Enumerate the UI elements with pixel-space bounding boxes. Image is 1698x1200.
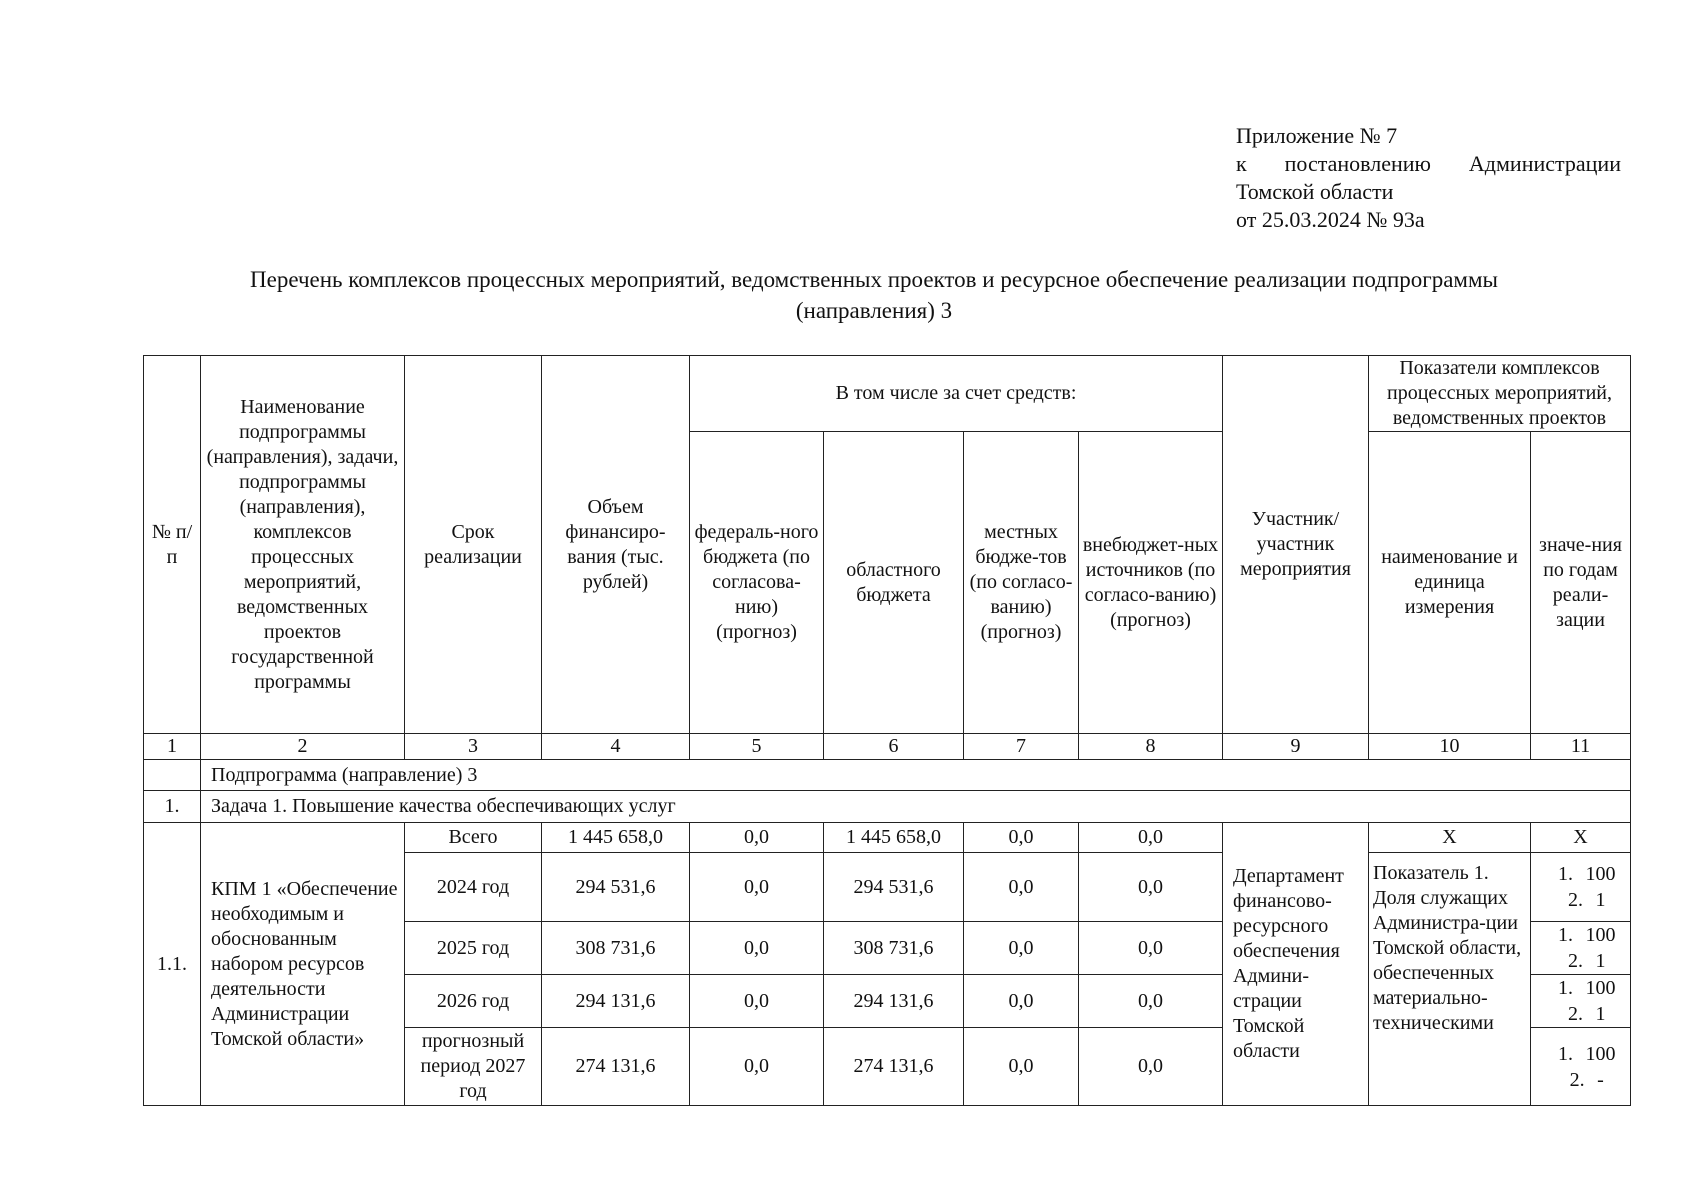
volume-cell: 294 531,6 xyxy=(542,853,690,922)
regional-cell: 308 731,6 xyxy=(824,922,964,975)
value-line xyxy=(1534,1001,1627,1027)
value-val: 1 xyxy=(1595,889,1606,911)
local-cell: 0,0 xyxy=(964,922,1079,975)
header-ind-values: значе-ния по годам реали-зации xyxy=(1531,432,1631,734)
col-number: 8 xyxy=(1079,734,1223,760)
kpm-name: КПМ 1 «Обеспечение необходимым и обоснованным набором ресурсов деятельности Администрации Томской области» xyxy=(201,823,405,1106)
indicator-name-cell xyxy=(1369,853,1531,1106)
kpm-num: 1.1. xyxy=(144,823,201,1106)
value-num: 1. xyxy=(1558,863,1573,885)
federal-cell: 0,0 xyxy=(690,1028,824,1106)
value-line xyxy=(1534,948,1627,974)
col-number: 6 xyxy=(824,734,964,760)
value-val: 100 xyxy=(1585,977,1616,999)
extra-cell: 0,0 xyxy=(1079,823,1223,853)
total-ind-values: X xyxy=(1531,823,1631,853)
appendix-word: к xyxy=(1236,151,1247,176)
value-val: 100 xyxy=(1585,863,1616,885)
term-cell: Всего xyxy=(405,823,542,853)
regional-cell: 1 445 658,0 xyxy=(824,823,964,853)
subprogram-row xyxy=(144,760,1631,791)
regional-cell: 274 131,6 xyxy=(824,1028,964,1106)
header-participant: Участник/ участник мероприятия xyxy=(1223,356,1369,734)
regional-cell: 294 531,6 xyxy=(824,853,964,922)
volume-cell: 294 131,6 xyxy=(542,975,690,1028)
subprogram-label: Подпрограмма (направление) 3 xyxy=(201,760,1631,791)
value-num: 2. xyxy=(1568,1003,1583,1025)
extra-cell: 0,0 xyxy=(1079,853,1223,922)
term-cell: прогнозный период 2027 год xyxy=(405,1028,542,1106)
value-num: 1. xyxy=(1558,977,1573,999)
value-val: - xyxy=(1597,1068,1604,1091)
column-numbers-row xyxy=(144,734,1631,760)
indicator-values-2027 xyxy=(1531,1028,1631,1106)
value-val: 1 xyxy=(1595,1003,1606,1025)
task-row xyxy=(144,791,1631,823)
kpm-row-total xyxy=(144,823,1631,853)
appendix-line-3: Томской области xyxy=(1236,179,1394,204)
header-federal: федераль-ного бюджета (по согласова-нию) (прогноз) xyxy=(690,432,824,734)
federal-cell: 0,0 xyxy=(690,975,824,1028)
participant-cell: Департамент финансово-ресурсного обеспечения Админи-страции Томской области xyxy=(1223,823,1369,1106)
task-num: 1. xyxy=(144,791,201,823)
volume-cell: 308 731,6 xyxy=(542,922,690,975)
indicator-values-2024 xyxy=(1531,853,1631,922)
col-number: 5 xyxy=(690,734,824,760)
header-ind-name: наименование и единица измерения xyxy=(1369,432,1531,734)
value-num: 2. xyxy=(1568,950,1583,972)
header-num: № п/п xyxy=(144,356,201,734)
col-number: 11 xyxy=(1531,734,1631,760)
col-number: 10 xyxy=(1369,734,1531,760)
resource-table xyxy=(143,355,1631,1106)
volume-cell: 274 131,6 xyxy=(542,1028,690,1106)
total-ind-name: X xyxy=(1369,823,1531,853)
extra-cell: 0,0 xyxy=(1079,975,1223,1028)
appendix-line-2 xyxy=(1236,150,1621,178)
regional-cell: 294 131,6 xyxy=(824,975,964,1028)
federal-cell: 0,0 xyxy=(690,823,824,853)
subprogram-num-cell xyxy=(144,760,201,791)
col-number: 1 xyxy=(144,734,201,760)
col-number: 3 xyxy=(405,734,542,760)
term-cell: 2026 год xyxy=(405,975,542,1028)
indicator-name-text: Показатель 1. Доля служащих Администра-ции Томской области, обеспеченных материально-техническими xyxy=(1373,862,1522,1034)
local-cell: 0,0 xyxy=(964,975,1079,1028)
col-number: 4 xyxy=(542,734,690,760)
header-row-1 xyxy=(144,356,1631,432)
indicator-values-2025 xyxy=(1531,922,1631,975)
value-line xyxy=(1534,922,1627,948)
appendix-word: Администрации xyxy=(1468,151,1621,176)
value-line xyxy=(1534,1041,1627,1067)
term-cell: 2025 год xyxy=(405,922,542,975)
appendix-word: постановлению xyxy=(1284,151,1431,176)
document-title xyxy=(140,264,1608,326)
value-line xyxy=(1534,975,1627,1001)
header-indicators: Показатели комплексов процессных мероприятий, ведомственных проектов xyxy=(1369,356,1631,432)
value-val: 1 xyxy=(1595,950,1606,972)
appendix-line-1: Приложение № 7 xyxy=(1236,123,1398,148)
local-cell: 0,0 xyxy=(964,1028,1079,1106)
federal-cell: 0,0 xyxy=(690,853,824,922)
appendix-line-4: от 25.03.2024 № 93а xyxy=(1236,207,1425,232)
header-term: Срок реализации xyxy=(405,356,542,734)
term-cell: 2024 год xyxy=(405,853,542,922)
value-val: 100 xyxy=(1585,924,1616,946)
header-local: местных бюдже-тов (по согласо-ванию) (прогноз) xyxy=(964,432,1079,734)
col-number: 2 xyxy=(201,734,405,760)
volume-cell: 1 445 658,0 xyxy=(542,823,690,853)
value-line xyxy=(1534,861,1627,887)
value-val: 100 xyxy=(1585,1042,1616,1065)
value-line xyxy=(1534,1067,1627,1093)
value-num: 2. xyxy=(1568,889,1583,911)
local-cell: 0,0 xyxy=(964,823,1079,853)
header-including: В том числе за счет средств: xyxy=(690,356,1223,432)
title-line-2: (направления) 3 xyxy=(795,298,953,323)
value-num: 1. xyxy=(1558,924,1573,946)
task-label: Задача 1. Повышение качества обеспечивающих услуг xyxy=(201,791,1631,823)
value-num: 2. xyxy=(1569,1068,1585,1091)
col-number: 7 xyxy=(964,734,1079,760)
title-line-1: Перечень комплексов процессных мероприятий, ведомственных проектов и ресурсное обеспечение реализации подпрограммы xyxy=(250,267,1498,292)
header-regional: областного бюджета xyxy=(824,432,964,734)
value-line xyxy=(1534,887,1627,913)
indicator-values-2026 xyxy=(1531,975,1631,1028)
extra-cell: 0,0 xyxy=(1079,1028,1223,1106)
value-num: 1. xyxy=(1558,1042,1573,1065)
federal-cell: 0,0 xyxy=(690,922,824,975)
header-name: Наименование подпрограммы (направления), задачи, подпрограммы (направления), комплексов процессных мероприятий, ведомственных проектов государственной программы xyxy=(201,356,405,734)
header-volume: Объем финансиро-вания (тыс. рублей) xyxy=(542,356,690,734)
col-number: 9 xyxy=(1223,734,1369,760)
local-cell: 0,0 xyxy=(964,853,1079,922)
extra-cell: 0,0 xyxy=(1079,922,1223,975)
appendix-block xyxy=(1236,122,1621,234)
header-extra: внебюджет-ных источников (по согласо-ванию) (прогноз) xyxy=(1079,432,1223,734)
